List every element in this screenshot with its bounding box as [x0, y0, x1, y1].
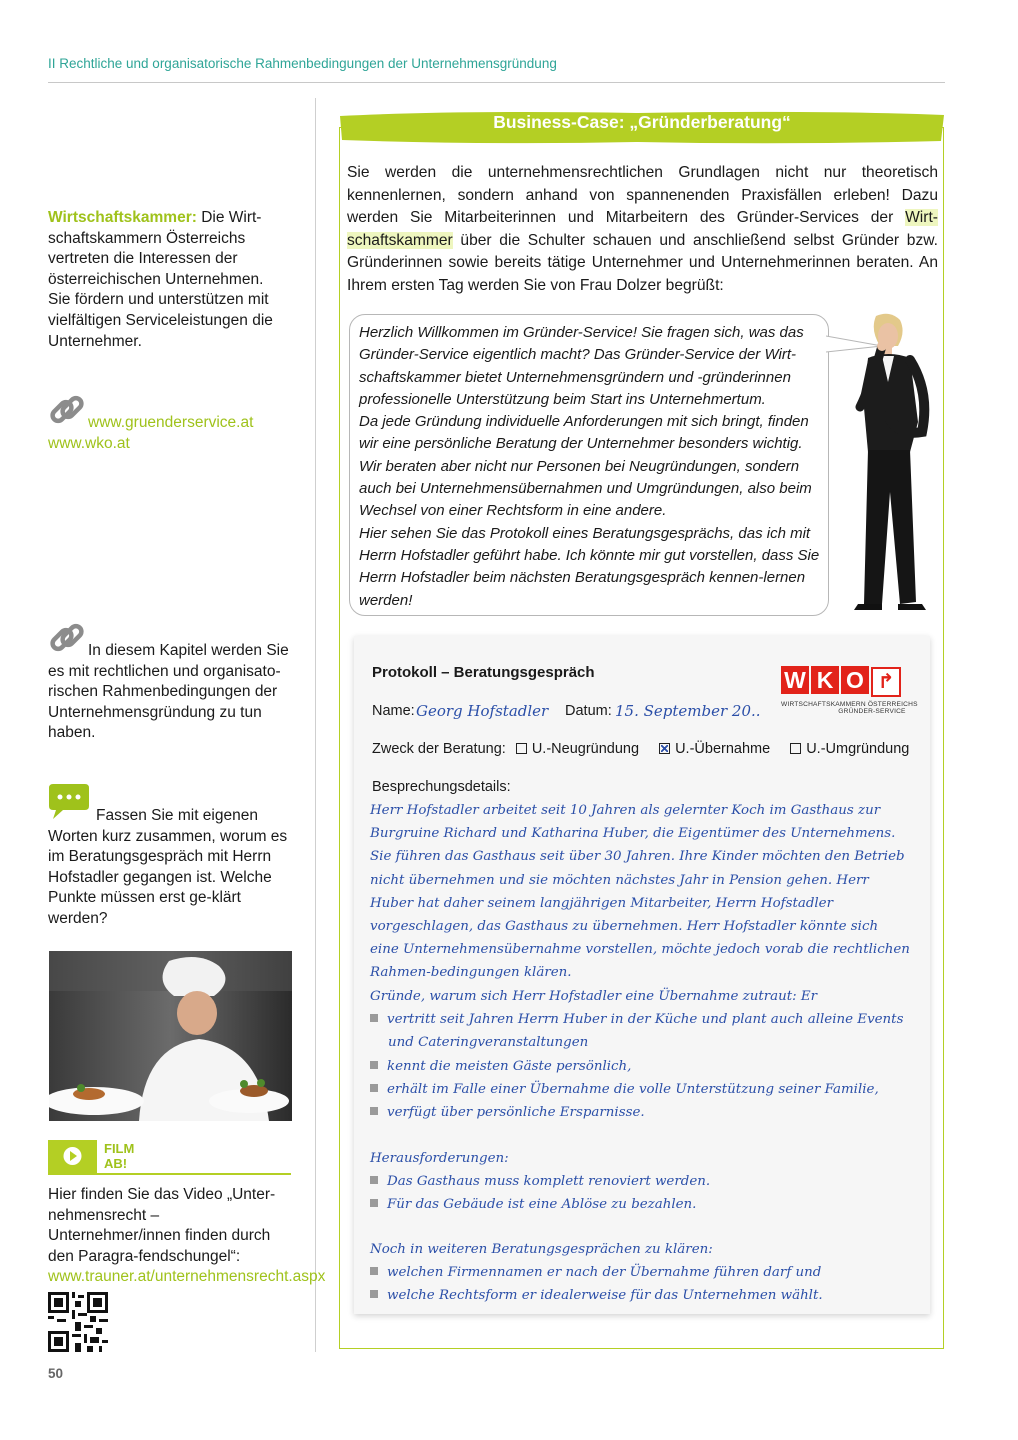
option-neugruendung[interactable]: U.-Neugründung — [516, 741, 639, 757]
wko-logo: W K O ↱ WIRTSCHAFTSKAMMERN ÖSTERREICHS GRÜNDER-SERVICE — [781, 667, 918, 715]
link-icon — [47, 390, 87, 430]
name-value: Georg Hofstadler — [416, 702, 549, 720]
consultant-figure — [838, 312, 942, 616]
glossary-term: Wirtschaftskammer: — [48, 209, 197, 226]
running-header: II Rechtliche und organisatorische Rahmenbedingungen der Unternehmensgründung — [48, 56, 557, 71]
video-text: Hier finden Sie das Video „Unter-nehmensrecht – Unternehmer/innen finden durch den Paragra-fendschungel“: www.trauner.at/unternehmensrecht.aspx — [48, 1186, 326, 1286]
glossary-wirtschaftskammer — [48, 208, 288, 352]
qr-code[interactable] — [48, 1292, 108, 1357]
option-umgruendung[interactable]: U.-Umgründung — [790, 741, 909, 757]
task-text: Fassen Sie mit eigenen Worten kurz zusammen, worum es im Beratungsgespräch mit Herrn Hofstadler gegangen ist. Welche Punkte müssen erst ge-klärt werden? — [48, 807, 288, 927]
protocol-title: Protokoll – Beratungsgespräch — [372, 664, 595, 681]
video-link[interactable]: www.trauner.at/unternehmensrecht.aspx — [48, 1268, 326, 1286]
business-case-title: Business-Case: „Gründerberatung“ — [493, 112, 791, 132]
link-wko[interactable]: www.wko.at — [48, 435, 130, 452]
film-badge[interactable] — [48, 1140, 97, 1174]
chef-photo — [49, 951, 292, 1121]
column-divider — [315, 98, 316, 1352]
challenges-section: Herausforderungen: Das Gasthaus muss komplett renoviert werden. Für das Gebäude ist eine Ablöse zu bezahlen. — [370, 1151, 711, 1213]
link-gruenderservice[interactable]: www.gruenderservice.at — [88, 414, 254, 431]
film-rule — [48, 1173, 291, 1175]
purpose-row: Zweck der Beratung: U.-Neugründung U.-Übernahme U.-Umgründung — [372, 741, 910, 757]
protocol-details: Herr Hofstadler arbeitet seit 10 Jahren als gelernter Koch im Gasthaus zur Burgruine Richard und Katharina Huber, die Eigentümer des Unternehmens. Sie führen das Gasthaus seit über 30 Jahren. Ihre Kinder möchten den Betrieb nicht übernehmen und sie möchten nächstes Jahr in Pension gehen. Herr Huber hat daher seinem langjährigen Mitarbeiter, Herrn Hofstadler vorgeschlagen, das Gasthaus zu übernehmen. Herr Hofstadler könnte sich eine Unternehmensübernahme vorstellen, möchte jedoch vorab die rechtlichen Rahmen-bedingungen klären. — [370, 803, 910, 981]
film-label: FILM AB! — [104, 1141, 135, 1171]
speech-bubble-text: Herzlich Willkommen im Gründer-Service! Sie fragen sich, was das Gründer-Service eigentlich macht? Das Gründer-Service der Wirt-schaftskammer bietet Unternehmensgründern und -gründerinnen professionelle Unterstützung beim Start ins Unternehmertum. Da jede Gründung individuelle Anforderungen mit sich bringt, finden wir eine persönliche Beratung der Unternehmer besonders wichtig. Wir beraten aber nicht nur Personen bei Neugründungen, sondern auch bei Unternehmensübernahmen und Umgründungen, also beim Wechsel von einer Rechtsform in eine andere. Hier sehen Sie das Protokoll eines Beratungsgesprächs, das ich mit Herrn Hofstadler geführt habe. Ich könnte mir gut vorstellen, dass Sie Herrn Hofstadler beim nächsten Beratungsgespräch kennen-lernen werden! — [359, 324, 820, 609]
details-label: Besprechungsdetails: — [372, 779, 511, 795]
glossary-definition: Die Wirt-schaftskammern Österreichs vertreten die Interessen der österreichischen Unternehmen. Sie fördern und unterstützen mit vielfältigen Serviceleistungen die Unternehmer. — [48, 209, 273, 350]
date-value: 15. September 20.. — [615, 702, 761, 720]
option-uebernahme[interactable]: U.-Übernahme — [659, 741, 770, 757]
date-label: Datum: — [565, 703, 612, 719]
open-points-section: Noch in weiteren Beratungsgesprächen zu klären: welchen Firmennamen er nach der Übernahme führen darf und welche Rechtsform er idealerweise für das Unternehmen wählt. — [370, 1242, 823, 1304]
name-label: Name: — [372, 703, 415, 719]
reasons-section: Gründe, warum sich Herr Hofstadler eine Übernahme zutraut: Er vertritt seit Jahren Herrn Huber in der Küche und plant auch alleine Events und Cateringveranstaltungen kennt die meisten Gäste persönlich, erhält im Falle einer Übernahme die volle Unterstützung seiner Familie, verfügt über persönliche Ersparnisse. — [370, 989, 904, 1121]
business-case-intro: Sie werden die unternehmensrechtlichen Grundlagen nicht nur theoretisch kennenlernen, sondern anhand von spannenenden Praxisfällen erleben! Dazu werden Sie Mitarbeiterinnen und Mitarbeitern des Gründer-Services der Wirt-schaftskammer über die Schulter schauen und anschließend selbst Gründer bzw. Gründerinnen sowie bereits tätige Unternehmer und Unternehmerinnen beraten. An Ihrem ersten Tag werden Sie von Frau Dolzer begrüßt: — [347, 164, 938, 294]
header-divider — [48, 82, 945, 83]
chapter-note: In diesem Kapitel werden Sie es mit rechtlichen und organisato-rischen Rahmenbedingungen der Unternehmensgründung zu tun haben. — [48, 642, 289, 742]
page-number: 50 — [48, 1366, 64, 1381]
